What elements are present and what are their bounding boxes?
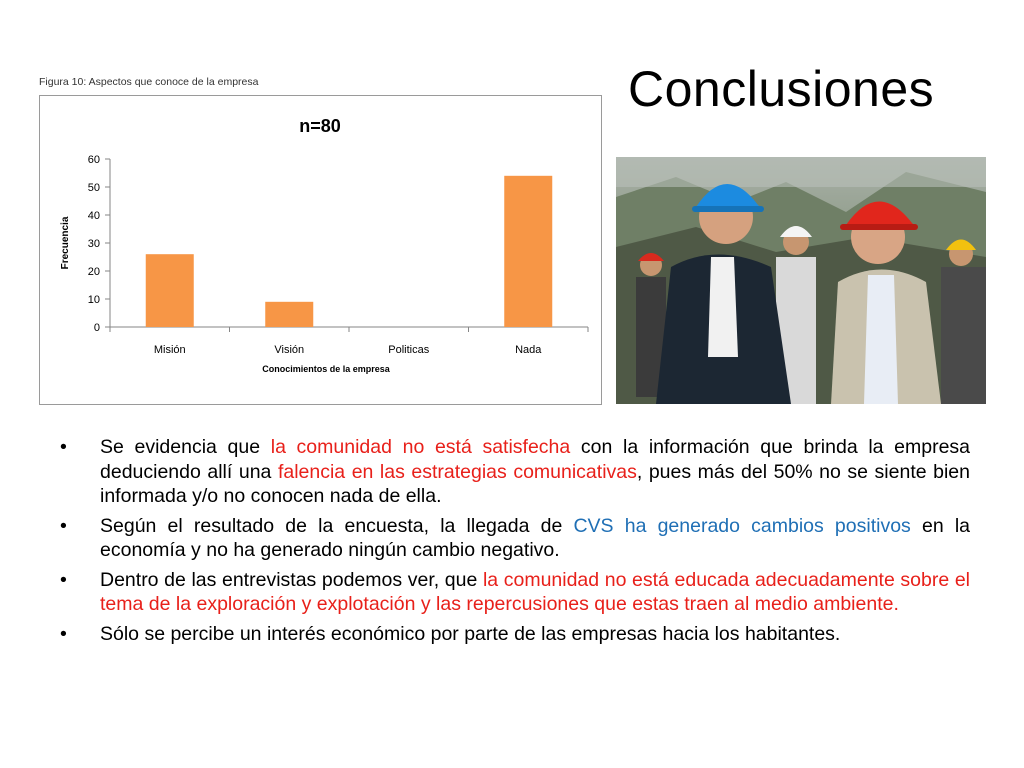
figure-caption: Figura 10: Aspectos que conoce de la empresa xyxy=(39,76,259,88)
chart-title: n=80 xyxy=(299,116,341,136)
bullet-item xyxy=(60,568,970,617)
bar-misión xyxy=(146,254,194,327)
bullet-text: , pues más del 50% no se siente bien informada y/o no conocen nada de ella. xyxy=(100,460,970,507)
x-tick-label: Nada xyxy=(515,344,542,356)
bar-nada xyxy=(504,176,552,327)
highlighted-text: falencia en las estrategias comunicativas xyxy=(277,460,637,483)
bar-chart xyxy=(39,95,602,405)
x-tick-label: Misión xyxy=(153,344,186,356)
y-tick-label: 10 xyxy=(87,294,100,306)
bullet-item xyxy=(60,435,970,509)
y-axis-label: Frecuencia xyxy=(60,216,71,270)
bullet-text: Según el resultado de la encuesta, la llegada de xyxy=(100,514,574,537)
highlighted-text: la comunidad no está educada adecuadamente sobre el tema de la exploración y explotación y las repercusiones que estas traen al medio ambiente. xyxy=(100,568,971,615)
bullet-list xyxy=(60,435,970,651)
x-axis-label: Conocimientos de la empresa xyxy=(262,364,390,374)
workers-in-hard-hats-photo-icon xyxy=(616,157,986,404)
bullet-dot-icon: • xyxy=(60,568,67,591)
slide-title: Conclusiones xyxy=(628,61,935,117)
y-tick-label: 40 xyxy=(87,210,100,222)
x-tick-label: Visión xyxy=(274,344,305,356)
y-tick-label: 20 xyxy=(87,266,100,278)
highlighted-text: CVS ha generado cambios positivos xyxy=(573,514,911,537)
bullet-dot-icon: • xyxy=(60,514,67,537)
y-tick-label: 30 xyxy=(87,238,100,250)
x-tick-label: Politicas xyxy=(388,344,430,356)
y-tick-label: 0 xyxy=(93,322,100,334)
workers-photo xyxy=(616,157,986,404)
bullet-text: Sólo se percibe un interés económico por parte de las empresas hacia los habitantes. xyxy=(100,622,841,645)
highlighted-text: la comunidad no está satisfecha xyxy=(270,436,571,458)
bullet-text: en la economía y no ha generado ningún cambio negativo. xyxy=(100,514,971,561)
bullet-dot-icon: • xyxy=(60,436,67,458)
chart-svg xyxy=(40,96,600,403)
bullet-text: Dentro de las entrevistas podemos ver, que xyxy=(100,568,483,591)
bullet-text: con la información que brinda la empresa deduciendo allí una xyxy=(100,436,971,483)
y-tick-label: 60 xyxy=(87,154,100,166)
bullet-item xyxy=(60,514,970,563)
bullet-text: Se evidencia que xyxy=(100,436,271,458)
y-tick-label: 50 xyxy=(87,182,100,194)
bullet-item xyxy=(60,622,970,647)
bullet-dot-icon: • xyxy=(60,622,67,645)
bar-visión xyxy=(265,302,313,327)
